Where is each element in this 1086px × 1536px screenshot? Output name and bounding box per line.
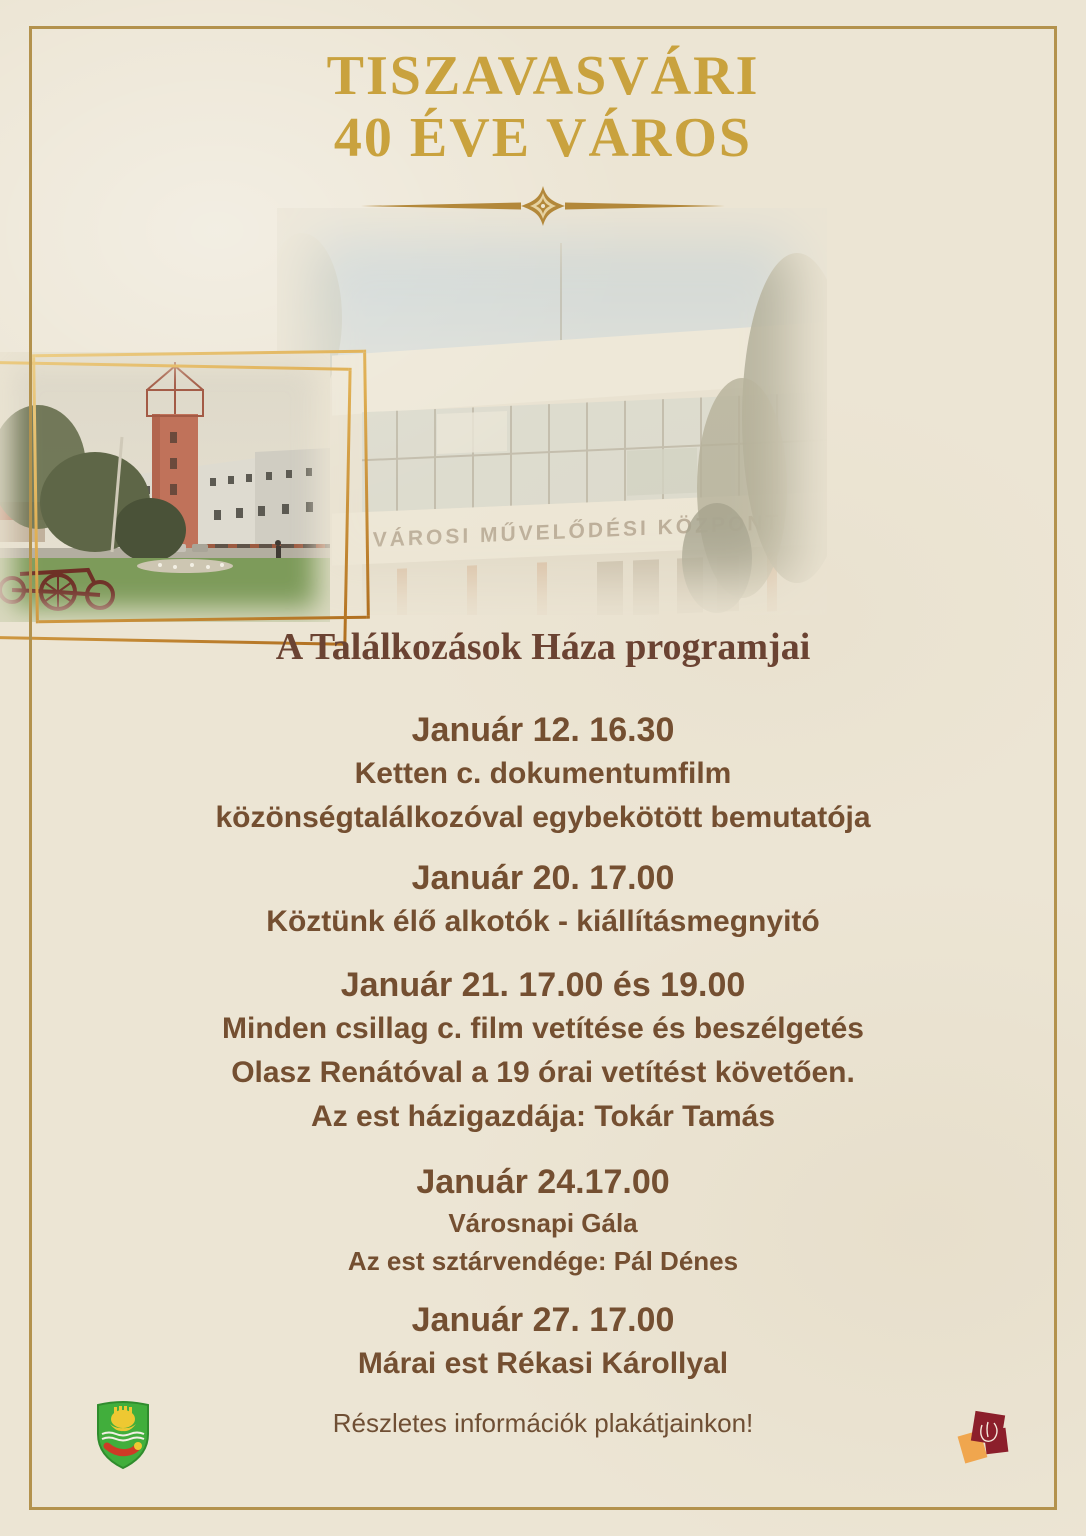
event-date: Január 20. 17.00 xyxy=(411,859,675,897)
event-line: közönségtalálkozóval egybekötött bemutatója xyxy=(215,801,871,834)
event-date: Január 27. 17.00 xyxy=(411,1301,675,1339)
event-line: Olasz Renátóval a 19 órai vetítést követően. xyxy=(231,1056,855,1089)
event-jan-24 xyxy=(0,1160,1086,1280)
event-date: Január 24.17.00 xyxy=(416,1163,670,1201)
event-jan-12 xyxy=(0,708,1086,840)
event-line: Az est sztárvendége: Pál Dénes xyxy=(347,1246,739,1276)
event-jan-20 xyxy=(0,856,1086,944)
event-date: Január 12. 16.30 xyxy=(411,711,675,749)
event-date: Január 21. 17.00 és 19.00 xyxy=(340,966,746,1004)
photo-frame-inner xyxy=(0,360,352,646)
tiszavasvari-coat-of-arms-icon xyxy=(92,1398,154,1472)
event-line: Minden csillag c. film vetítése és beszélgetés xyxy=(222,1012,864,1045)
footer-note: Részletes információk plakátjainkon! xyxy=(332,1408,754,1438)
event-line: Márai est Rékasi Károllyal xyxy=(357,1347,729,1380)
poster-title-line1: TISZAVASVÁRI xyxy=(326,45,760,107)
event-line: Városnapi Gála xyxy=(448,1208,638,1238)
event-jan-27 xyxy=(0,1298,1086,1386)
building-sign-text: VÁROSI MŰVELŐDÉSI KÖZPONT xyxy=(372,510,782,552)
poster-title xyxy=(0,45,1086,169)
event-line: Ketten c. dokumentumfilm xyxy=(354,757,732,790)
event-line: Az est házigazdája: Tokár Tamás xyxy=(310,1100,776,1133)
event-jan-21 xyxy=(0,963,1086,1139)
section-title: A Találkozások Háza programjai xyxy=(275,626,811,668)
diamond-ornament-icon xyxy=(353,185,733,227)
poster-title-line2: 40 ÉVE VÁROS xyxy=(333,107,753,169)
event-line: Köztünk élő alkotók - kiállításmegnyitó xyxy=(266,905,820,938)
cultural-institution-logo-icon xyxy=(955,1405,1017,1475)
